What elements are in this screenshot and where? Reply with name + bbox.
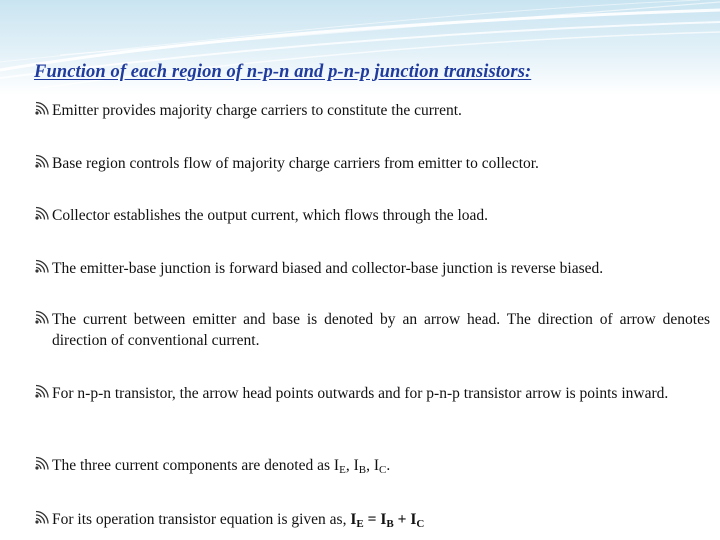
current-symbol: I — [333, 457, 340, 474]
wifi-arcs-icon — [34, 259, 52, 275]
bullet-item — [34, 309, 710, 351]
current-subscript: E — [339, 464, 346, 476]
wifi-arcs-icon — [34, 310, 52, 326]
current-subscript: B — [358, 464, 367, 476]
transistor-equation — [350, 511, 424, 528]
bullet-text: For n-p-n transistor, the arrow head points outwards and for p-n-p transistor arrow is points inward. — [52, 385, 669, 402]
bullet-item — [34, 100, 710, 121]
current-symbol: I — [373, 457, 379, 474]
bullet-text: Emitter provides majority charge carriers to constitute the current. — [52, 102, 462, 119]
bullet-item — [34, 509, 710, 535]
current-subscript: B — [386, 518, 394, 530]
current-symbol: I — [410, 511, 417, 528]
bullet-text: Base region controls flow of majority charge carriers from emitter to collector. — [52, 155, 539, 172]
separator: , — [366, 457, 374, 474]
bullet-text-prefix: The three current components are denoted as — [52, 457, 334, 474]
bullet-item — [34, 153, 710, 174]
bullet-item — [34, 455, 710, 481]
bullet-text-prefix: For its operation transistor equation is given as, — [52, 511, 351, 528]
bullet-text: Collector establishes the output current, which flows through the load. — [52, 207, 489, 224]
equals-sign: = — [363, 511, 381, 528]
current-symbol: I — [350, 511, 357, 528]
wifi-arcs-icon — [34, 101, 52, 117]
bullet-item — [34, 258, 710, 279]
slide-title: Function of each region of n-p-n and p-n-p junction transistors: — [34, 62, 532, 82]
bullet-text — [52, 455, 710, 481]
wifi-arcs-icon — [34, 510, 52, 526]
bullet-text: The current between emitter and base is denoted by an arrow head. The direction of arrow denotes direction of conventional current. — [52, 311, 710, 349]
wifi-arcs-icon — [34, 154, 52, 170]
current-subscript: C — [379, 464, 387, 476]
bullet-item — [34, 205, 710, 226]
wifi-arcs-icon — [34, 456, 52, 472]
bullet-item — [34, 383, 710, 404]
current-subscript: C — [416, 518, 425, 530]
period: . — [386, 457, 391, 474]
current-subscript: E — [356, 518, 364, 530]
current-symbol: I — [353, 457, 359, 474]
separator: , — [345, 457, 354, 474]
bullet-text — [52, 509, 710, 535]
wifi-arcs-icon — [34, 384, 52, 400]
current-symbol: I — [380, 511, 387, 528]
wifi-arcs-icon — [34, 206, 52, 222]
bullet-text: The emitter-base junction is forward biased and collector-base junction is reverse biased. — [52, 260, 604, 277]
plus-sign: + — [393, 511, 411, 528]
